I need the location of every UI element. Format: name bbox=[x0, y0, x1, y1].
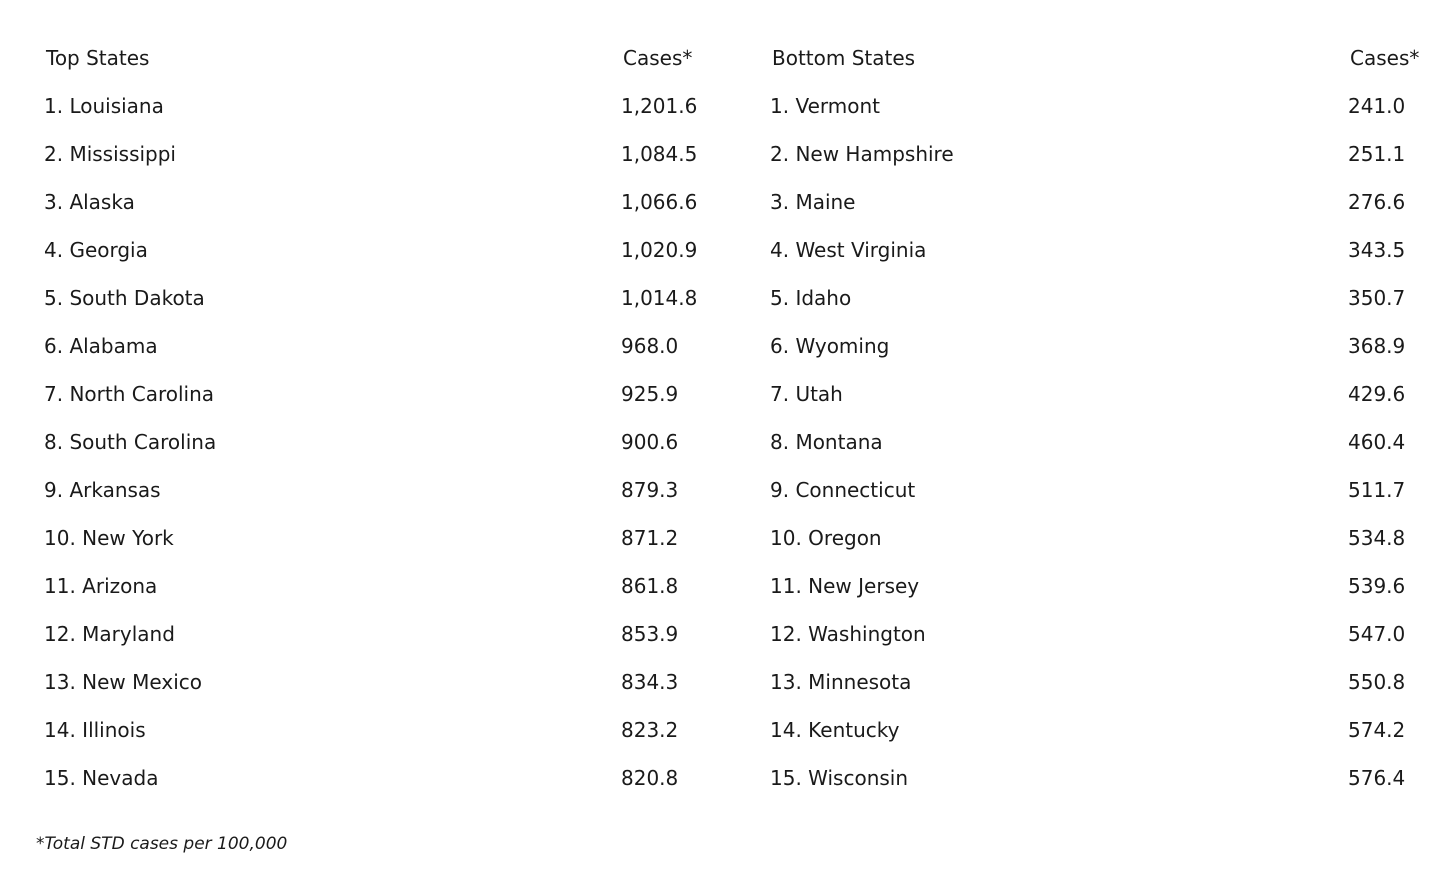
table-row bbox=[36, 566, 726, 614]
case-rate: 925.9 bbox=[621, 382, 679, 406]
table-row bbox=[36, 134, 726, 182]
case-rate: 1,014.8 bbox=[621, 286, 698, 310]
table-row bbox=[762, 662, 1450, 710]
case-rate: 534.8 bbox=[1348, 526, 1406, 550]
state-name: 2. New Hampshire bbox=[770, 142, 954, 166]
case-rate: 350.7 bbox=[1348, 286, 1406, 310]
case-rate: 368.9 bbox=[1348, 334, 1406, 358]
table-row bbox=[36, 326, 726, 374]
state-name: 14. Kentucky bbox=[770, 718, 900, 742]
footnote: *Total STD cases per 100,000 bbox=[36, 834, 288, 854]
table-row bbox=[762, 566, 1450, 614]
table-row bbox=[36, 710, 726, 758]
state-name: 3. Alaska bbox=[44, 190, 135, 214]
table-row bbox=[36, 758, 726, 806]
state-name: 7. North Carolina bbox=[44, 382, 215, 406]
case-rate: 1,066.6 bbox=[621, 190, 698, 214]
table-row bbox=[762, 86, 1450, 134]
bottom-cases-header: Cases* bbox=[1350, 46, 1420, 70]
table-row bbox=[36, 422, 726, 470]
state-name: 15. Nevada bbox=[44, 766, 159, 790]
case-rate: 879.3 bbox=[621, 478, 679, 502]
table-row bbox=[762, 422, 1450, 470]
case-rate: 574.2 bbox=[1348, 718, 1406, 742]
table-row bbox=[36, 230, 726, 278]
case-rate: 823.2 bbox=[621, 718, 679, 742]
state-name: 9. Arkansas bbox=[44, 478, 161, 502]
case-rate: 871.2 bbox=[621, 526, 679, 550]
state-name: 8. South Carolina bbox=[44, 430, 217, 454]
table-row bbox=[762, 710, 1450, 758]
top-states-header: Top States bbox=[46, 46, 150, 70]
state-name: 13. New Mexico bbox=[44, 670, 202, 694]
table-row bbox=[36, 278, 726, 326]
state-name: 10. New York bbox=[44, 526, 174, 550]
case-rate: 276.6 bbox=[1348, 190, 1406, 214]
state-name: 1. Louisiana bbox=[44, 94, 164, 118]
case-rate: 241.0 bbox=[1348, 94, 1406, 118]
bottom-states-header: Bottom States bbox=[772, 46, 916, 70]
state-name: 5. South Dakota bbox=[44, 286, 205, 310]
table-row bbox=[36, 86, 726, 134]
table-row bbox=[762, 134, 1450, 182]
state-name: 12. Washington bbox=[770, 622, 926, 646]
case-rate: 547.0 bbox=[1348, 622, 1406, 646]
table-row bbox=[36, 662, 726, 710]
top-cases-header: Cases* bbox=[623, 46, 693, 70]
state-name: 5. Idaho bbox=[770, 286, 852, 310]
table-row bbox=[36, 518, 726, 566]
state-name: 6. Alabama bbox=[44, 334, 158, 358]
state-name: 4. Georgia bbox=[44, 238, 148, 262]
state-name: 11. Arizona bbox=[44, 574, 158, 598]
top-states-table bbox=[36, 38, 726, 806]
case-rate: 550.8 bbox=[1348, 670, 1406, 694]
case-rate: 820.8 bbox=[621, 766, 679, 790]
table-row bbox=[36, 182, 726, 230]
case-rate: 968.0 bbox=[621, 334, 679, 358]
state-name: 12. Maryland bbox=[44, 622, 175, 646]
state-name: 1. Vermont bbox=[770, 94, 880, 118]
state-name: 11. New Jersey bbox=[770, 574, 920, 598]
bottom-states-header-row bbox=[762, 38, 1450, 86]
table-row bbox=[762, 182, 1450, 230]
state-name: 14. Illinois bbox=[44, 718, 146, 742]
table-row bbox=[36, 470, 726, 518]
case-rate: 834.3 bbox=[621, 670, 679, 694]
case-rate: 251.1 bbox=[1348, 142, 1406, 166]
state-name: 4. West Virginia bbox=[770, 238, 927, 262]
case-rate: 1,020.9 bbox=[621, 238, 698, 262]
state-name: 9. Connecticut bbox=[770, 478, 916, 502]
state-name: 8. Montana bbox=[770, 430, 883, 454]
table-row bbox=[36, 614, 726, 662]
table-row bbox=[762, 518, 1450, 566]
table-row bbox=[762, 230, 1450, 278]
table-row bbox=[762, 614, 1450, 662]
table-row bbox=[762, 374, 1450, 422]
case-rate: 861.8 bbox=[621, 574, 679, 598]
state-name: 2. Mississippi bbox=[44, 142, 176, 166]
case-rate: 429.6 bbox=[1348, 382, 1406, 406]
state-name: 10. Oregon bbox=[770, 526, 882, 550]
case-rate: 1,201.6 bbox=[621, 94, 698, 118]
case-rate: 576.4 bbox=[1348, 766, 1406, 790]
table-row bbox=[36, 374, 726, 422]
bottom-states-table bbox=[762, 38, 1450, 806]
case-rate: 853.9 bbox=[621, 622, 679, 646]
table-row bbox=[762, 326, 1450, 374]
case-rate: 511.7 bbox=[1348, 478, 1406, 502]
case-rate: 539.6 bbox=[1348, 574, 1406, 598]
case-rate: 343.5 bbox=[1348, 238, 1406, 262]
state-name: 13. Minnesota bbox=[770, 670, 912, 694]
table-row bbox=[762, 470, 1450, 518]
table-row bbox=[762, 758, 1450, 806]
state-name: 3. Maine bbox=[770, 190, 856, 214]
table-row bbox=[762, 278, 1450, 326]
case-rate: 1,084.5 bbox=[621, 142, 698, 166]
state-name: 6. Wyoming bbox=[770, 334, 890, 358]
case-rate: 900.6 bbox=[621, 430, 679, 454]
case-rate: 460.4 bbox=[1348, 430, 1406, 454]
top-states-header-row bbox=[36, 38, 726, 86]
state-name: 7. Utah bbox=[770, 382, 843, 406]
state-name: 15. Wisconsin bbox=[770, 766, 909, 790]
